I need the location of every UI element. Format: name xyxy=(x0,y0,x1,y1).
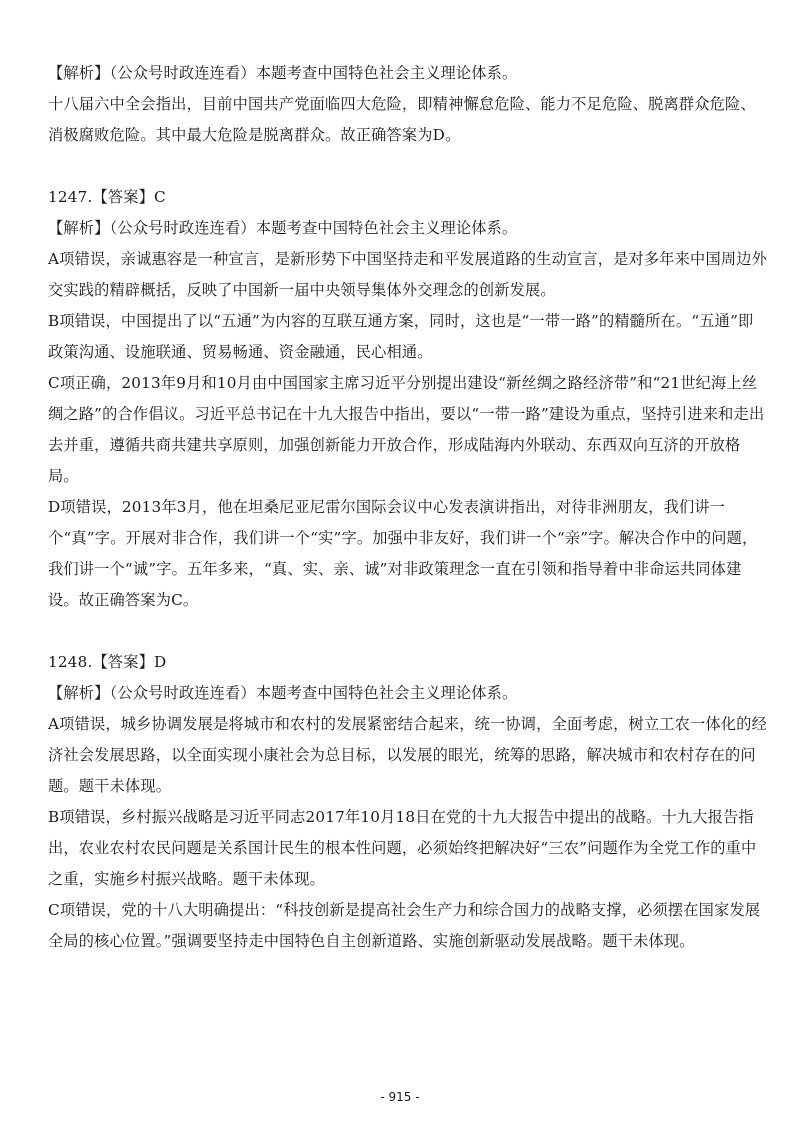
option-d-1247: D项错误，2013年3月，他在坦桑尼亚尼雷尔国际会议中心发表演讲指出，对待非洲朋友，我们讲一个“真”字。开展对非合作，我们讲一个“实”字。加强中非友好，我们讲一个“亲”字。解决合作中的问题，我们讲一个“诚”字。五年多来，“真、实、亲、诚”对非政策理念一直在引领和指导着中非命运共同体建设。故正确答案为C。 xyxy=(48,498,758,609)
analysis-heading-1247: 【解析】（公众号时政连连看）本题考查中国特色社会主义理论体系。 xyxy=(48,219,518,237)
analysis-heading-1246: 【解析】（公众号时政连连看）本题考查中国特色社会主义理论体系。 xyxy=(48,64,518,82)
page-number: - 915 - xyxy=(380,1090,420,1104)
option-b-1247: B项错误，中国提出了以“五通”为内容的互联互通方案，同时，这也是“一带一路”的精髓所在。“五通”即政策沟通、设施联通、贸易畅通、资金融通，民心相通。 xyxy=(48,312,754,361)
analysis-body-1246: 十八届六中全会指出，目前中国共产党面临四大危险，即精神懈怠危险、能力不足危险、脱离群众危险、消极腐败危险。其中最大危险是脱离群众。故正确答案为D。 xyxy=(48,95,756,144)
answer-heading-1248: 1248.【答案】D xyxy=(48,653,167,671)
answer-heading-1247: 1247.【答案】C xyxy=(48,188,166,206)
option-b-1248: B项错误，乡村振兴战略是习近平同志2017年10月18日在党的十九大报告中提出的战略。十九大报告指出，农业农村农民问题是关系国计民生的根本性问题，必须始终把解决好“三农”问题作为全党工作的重中之重，实施乡村振兴战略。题干未体现。 xyxy=(48,808,757,888)
analysis-heading-1248: 【解析】（公众号时政连连看）本题考查中国特色社会主义理论体系。 xyxy=(48,684,518,702)
option-c-1248: C项错误，党的十八大明确提出：“科技创新是提高社会生产力和综合国力的战略支撑，必须摆在国家发展全局的核心位置。”强调要坚持走中国特色自主创新道路、实施创新驱动发展战略。题干未体现。 xyxy=(48,901,761,950)
option-a-1247: A项错误，亲诚惠容是一种宣言，是新形势下中国坚持走和平发展道路的生动宣言，是对多年来中国周边外交实践的精辟概括，反映了中国新一届中央领导集体外交理念的创新发展。 xyxy=(48,250,767,299)
option-a-1248: A项错误，城乡协调发展是将城市和农村的发展紧密结合起来，统一协调，全面考虑，树立工农一体化的经济社会发展思路，以全面实现小康社会为总目标，以发展的眼光，统筹的思路，解决城市和农村存在的问题。题干未体现。 xyxy=(48,715,767,795)
option-c-1247: C项正确，2013年9月和10月由中国国家主席习近平分别提出建设“新丝绸之路经济带”和“21世纪海上丝绸之路”的合作倡议。习近平总书记在十九大报告中指出，要以“一带一路”建设为重点，坚持引进来和走出去并重，遵循共商共建共享原则，加强创新能力开放合作，形成陆海内外联动、东西双向互济的开放格局。 xyxy=(48,374,765,485)
